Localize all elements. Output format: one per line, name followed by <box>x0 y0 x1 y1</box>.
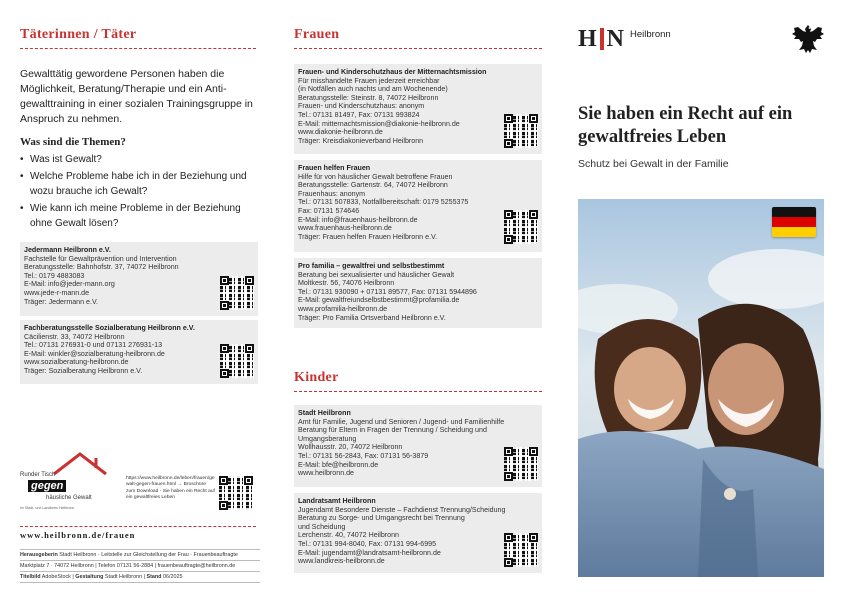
contact-line: Moltkestr. 56, 74076 Heilbronn <box>298 279 395 288</box>
contact-title: Jedermann Heilbronn e.V. <box>24 246 111 254</box>
contact-box-jedermann <box>20 242 258 316</box>
contact-line: Hilfe für von häuslicher Gewalt betroffene Frauen <box>298 172 453 181</box>
contact-title: Landratsamt Heilbronn <box>298 497 376 505</box>
qr-code-icon <box>504 210 538 244</box>
qr-code-icon <box>219 476 253 510</box>
themes-heading: Was sind die Themen? <box>20 136 126 148</box>
intro-text: Gewalttätig gewordene Personen haben die Möglichkeit, Beratung/Therapie und ein Anti-gewalttraining in einer sozialen Trainingsgruppe in Anspruch zu nehmen. <box>20 68 253 125</box>
contact-box-mitternachtsmission <box>294 64 542 154</box>
contact-line: (in Notfällen auch nachts und am Wochenende) <box>298 85 448 94</box>
contact-website[interactable]: www.diakonie-heilbronn.de <box>298 128 383 137</box>
qr-code-icon <box>220 276 254 310</box>
logo-letter: N <box>606 26 625 52</box>
contact-phone: Tel.: 07131 276931-0 und 07131 276931-13 <box>24 341 163 350</box>
contact-line: Beratung zu Sorge- und Umgangsrecht bei Trennung <box>298 514 465 523</box>
section-title-kinder: Kinder <box>294 370 339 385</box>
section-divider <box>294 48 542 49</box>
imprint-label: Herausgeberin <box>20 552 58 558</box>
flag-stripe <box>772 207 816 217</box>
flag-stripe <box>772 227 816 237</box>
panel-frauen-kinder <box>276 0 560 595</box>
imprint-label: Stand <box>146 574 162 580</box>
cover-photo <box>578 199 824 577</box>
contact-email[interactable]: E-Mail: mitternachtsmission@diakonie-heilbronn.de <box>298 119 460 128</box>
section-divider <box>20 48 256 49</box>
contact-email[interactable]: E-Mail: winkler@sozialberatung-heilbronn.de <box>24 349 165 358</box>
contact-email[interactable]: E-Mail: gewaltfreiundselbstbestimmt@profamilia.de <box>298 296 460 305</box>
qr-code-icon <box>504 533 538 567</box>
contact-email[interactable]: E-Mail: info@jeder-mann.org <box>24 280 115 289</box>
cover-title: Sie haben ein Recht auf ein gewaltfreies Leben <box>578 104 793 147</box>
imprint-text: Stadt Heilbronn · Leitstelle zur Gleichstellung der Frau · Frauenbeauftragte <box>59 552 238 558</box>
flag-stripe <box>772 217 816 227</box>
section-title-taeter: Täterinnen / Täter <box>20 27 137 42</box>
contact-website[interactable]: www.frauenhaus-heilbronn.de <box>298 224 392 233</box>
contact-line: Für misshandelte Frauen jederzeit erreichbar <box>298 76 440 85</box>
download-text[interactable]: https://www.heilbronn.de/leben/frauen/gewalt-gegen-frauen.html → Broschüre zum Download - Sie haben ein Recht auf ein gewaltfreies Leben <box>126 476 215 501</box>
contact-phone: Tel.: 07131 994-8040, Fax: 07131 994-6995 <box>298 539 437 548</box>
house-icon <box>50 450 110 476</box>
contact-website[interactable]: www.landkreis-heilbronn.de <box>298 557 385 566</box>
german-flag-icon <box>772 207 816 237</box>
footer-url[interactable]: www.heilbronn.de/frauen <box>20 530 136 540</box>
contact-line: Frauenhaus: anonym <box>298 189 366 198</box>
contact-website[interactable]: www.profamilia-heilbronn.de <box>298 304 388 313</box>
contact-line: Träger: Sozialberatung Heilbronn e.V. <box>24 366 143 375</box>
logo-text: im Stadt- und Landkreis Heilbronn <box>20 506 75 510</box>
imprint-text: AdobeStock <box>41 574 71 580</box>
contact-box-stadt-heilbronn <box>294 405 542 487</box>
contact-phone: Tel.: 0179 4883083 <box>24 271 85 280</box>
contact-line: Beratung bei sexualisierter und häuslicher Gewalt <box>298 270 455 279</box>
contact-line: Beratungsstelle: Steinstr. 8, 74072 Heilbronn <box>298 93 439 102</box>
contact-title: Stadt Heilbronn <box>298 409 351 417</box>
panel-cover <box>560 0 842 595</box>
contact-line: Träger: Kreisdiakonieverband Heilbronn <box>298 136 424 145</box>
divider <box>20 571 260 572</box>
contact-website[interactable]: www.sozialberatung-heilbronn.de <box>24 358 129 367</box>
contact-box-frauen-helfen-frauen <box>294 160 542 252</box>
list-item: • Wie kann ich meine Probleme in der Beziehung ohne Gewalt lösen? <box>20 201 256 231</box>
contact-phone: Tel.: 07131 81497, Fax: 07131 993824 <box>298 110 420 119</box>
contact-line: Beratung für Eltern in Fragen der Trennung / Scheidung und <box>298 426 487 435</box>
logo-bar <box>600 28 604 50</box>
contact-website[interactable]: www.jede-r-mann.de <box>24 288 90 297</box>
city-logo <box>578 27 671 51</box>
section-divider <box>294 391 542 392</box>
contact-box-landratsamt <box>294 493 542 573</box>
imprint-text: Stadt Heilbronn <box>104 574 143 580</box>
contact-line: Träger: Frauen helfen Frauen Heilbronn e.V. <box>298 232 438 241</box>
contact-phone: Tel.: 07131 507833, Notfallbereitschaft: 0179 5255375 <box>298 198 469 207</box>
contact-line: Amt für Familie, Jugend und Senioren / Jugend- und Familienhilfe <box>298 417 505 426</box>
cover-subtitle: Schutz bei Gewalt in der Familie <box>578 158 729 170</box>
contact-email[interactable]: E-Mail: info@frauenhaus-heilbronn.de <box>298 215 418 224</box>
contact-phone: Tel.: 07131 930090 + 07131 89577, Fax: 07131 5944896 <box>298 287 477 296</box>
logo-city-name: Heilbronn <box>630 29 671 40</box>
contact-line: Frauen- und Kinderschutzhaus: anonym <box>298 102 425 111</box>
contact-line: Fachstelle für Gewaltprävention und Intervention <box>24 254 177 263</box>
list-item: • Was ist Gewalt? <box>20 152 256 167</box>
logo-text: häusliche Gewalt <box>46 495 92 501</box>
contact-box-pro-familia <box>294 258 542 328</box>
qr-code-icon <box>220 344 254 378</box>
imprint-text: Marktplatz 7 · 74072 Heilbronn | Telefon 07131 56-2884 | frauenbeauftragte@heilbronn.de <box>20 563 236 569</box>
contact-box-sozialberatung <box>20 320 258 384</box>
qr-code-icon <box>504 114 538 148</box>
contact-line: Cäcilienstr. 33, 74072 Heilbronn <box>24 332 125 341</box>
panel-taeter <box>0 0 276 595</box>
runder-tisch-logo <box>20 448 120 518</box>
contact-email[interactable]: E-Mail: bfe@heilbronn.de <box>298 460 379 469</box>
divider <box>20 549 260 550</box>
logo-letter: H <box>578 26 597 52</box>
contact-line: Wollhausstr. 20, 74072 Heilbronn <box>298 443 403 452</box>
contact-website[interactable]: www.heilbronn.de <box>298 469 354 478</box>
imprint-text: 06/2025 <box>162 574 183 580</box>
contact-line: Jugendamt Besondere Dienste – Fachdienst Trennung/Scheidung <box>298 505 506 514</box>
mother-child-photo <box>578 199 824 577</box>
list-item: • Welche Probleme habe ich in der Beziehung und wozu brauche ich Gewalt? <box>20 169 256 199</box>
imprint-label: Titelbild <box>20 574 41 580</box>
contact-fax: Fax: 07131 574646 <box>298 206 360 215</box>
contact-line: Beratungsstelle: Gartenstr. 64, 74072 Heilbronn <box>298 181 448 190</box>
contact-line: Umgangsberatung <box>298 434 357 443</box>
logo-text: gegen <box>28 480 66 492</box>
contact-line: und Scheidung <box>298 522 346 531</box>
contact-line: Träger: Pro Familia Ortsverband Heilbronn e.V. <box>298 313 446 322</box>
contact-phone: Tel.: 07131 56-2843, Fax: 07131 56-3879 <box>298 451 429 460</box>
qr-code-icon <box>504 447 538 481</box>
imprint-label: Gestaltung <box>75 574 104 580</box>
contact-title: Fachberatungsstelle Sozialberatung Heilbronn e.V. <box>24 324 195 332</box>
contact-title: Frauen- und Kinderschutzhaus der Mitternachtsmission <box>298 68 487 76</box>
contact-line: Lerchenstr. 40, 74072 Heilbronn <box>298 531 399 540</box>
divider <box>20 560 260 561</box>
divider <box>20 582 260 583</box>
section-title-frauen: Frauen <box>294 27 340 42</box>
imprint: Herausgeberin Stadt Heilbronn · Leitstelle zur Gleichstellung der Frau · Frauenbeauftragte Marktplatz 7 · 74072 Heilbronn | Telefon 07131 56-2884 | frauenbeauftragte@heilbronn.de Titelbild AdobeStock | Gestaltung Stadt Heilbronn | Stand 06/2025 <box>20 548 260 584</box>
contact-title: Pro familia – gewaltfrei und selbstbestimmt <box>298 262 445 270</box>
eagle-coat-of-arms-icon <box>791 23 825 55</box>
contact-line: Beratungsstelle: Bahnhofstr. 37, 74072 Heilbronn <box>24 263 179 272</box>
themes-list <box>20 152 256 233</box>
contact-email[interactable]: E-Mail: jugendamt@landratsamt-heilbronn.de <box>298 548 441 557</box>
contact-line: Träger: Jedermann e.V. <box>24 297 98 306</box>
section-divider <box>20 526 256 527</box>
contact-title: Frauen helfen Frauen <box>298 164 371 172</box>
logo-text: Runder Tisch <box>20 472 56 478</box>
